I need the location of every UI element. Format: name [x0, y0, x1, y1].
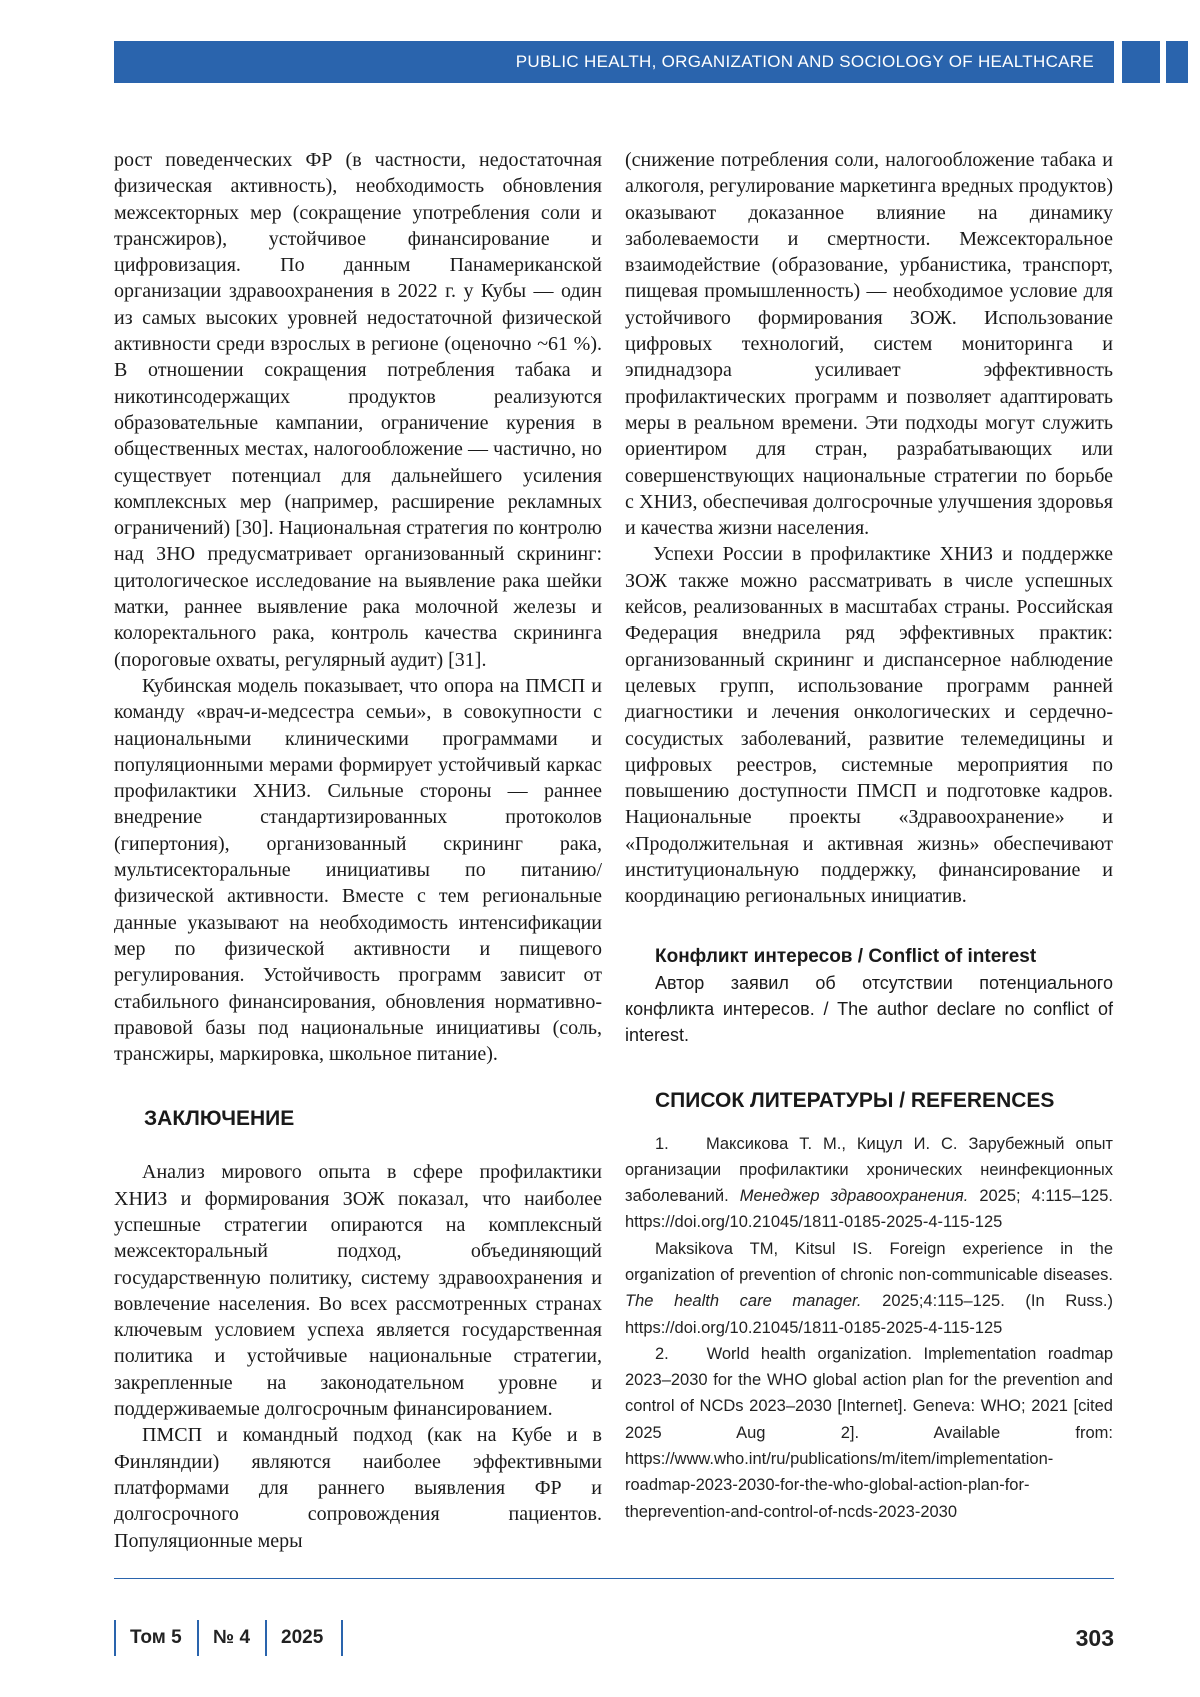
- footer-divider: [114, 1578, 1114, 1579]
- header-decor-block: [1166, 41, 1188, 83]
- footer-year: 2025: [265, 1620, 343, 1656]
- reference-text: World health organization. Implementation roadmap 2023–2030 for the WHO global action plan for the prevention and control of NCDs 2023–2030 [Internet]. Geneva: WHO; 2021 [cited 2025 Aug 2]. Available from: https://www.who.int/ru/publications/m/item/implementation-roadmap-2023-2030-for-the-who-global-action-plan-for-theprevention-and-control-of-ncds-2023-2030: [625, 1344, 1113, 1521]
- conflict-of-interest-text: Автор заявил об отсутствии потенциального конфликта интересов. / The author declare no conflict of interest.: [625, 972, 1113, 1046]
- reference-text: Maksikova TM, Kitsul IS. Foreign experience in the organization of prevention of chronic non-communicable diseases.: [625, 1239, 1113, 1284]
- footer-volume: Том 5: [114, 1620, 210, 1656]
- left-column: [114, 147, 602, 1554]
- reference-text: 2025; 4:115–125. https://doi.org/10.21045/1811-0185-2025-4-115-125: [625, 1187, 1113, 1232]
- reference-text: Максикова Т. М., Кицул И. С. Зарубежный опыт организации профилактики хронических неинфекционных заболеваний.: [625, 1134, 1113, 1206]
- reference-number: 1.: [655, 1134, 669, 1153]
- conclusion-heading: ЗАКЛЮЧЕНИЕ: [144, 1107, 295, 1131]
- reference-item: [625, 1341, 1113, 1525]
- reference-number: 2.: [655, 1344, 669, 1363]
- paragraph: ПМСП и командный подход (как на Кубе и в Финляндии) являются наиболее эффективными платформами для раннего выявления ФР и долгосрочного сопровождения пациентов. Популяционные меры: [114, 1424, 602, 1552]
- reference-text: 2025;4:115–125. (In Russ.) https://doi.org/10.21045/1811-0185-2025-4-115-125: [625, 1292, 1113, 1337]
- page-number: 303: [1075, 1625, 1114, 1651]
- footer-issue: № 4: [197, 1620, 268, 1656]
- reference-item: [625, 1131, 1113, 1236]
- paragraph: рост поведенческих ФР (в частности, недостаточная физическая активность), необходимость обновления межсекторных мер (сокращение употребления соли и трансжиров), устойчивое финансирование и цифровизация. По данным Панамериканской организации здравоохранения в 2022 г. у Кубы — один из самых высоких уровней недостаточной физической активности среди взрослых в регионе (оценочно ~61 %). В отношении сокращения потребления табака и никотинсодержащих продуктов реализуются образовательные кампании, ограничение курения в общественных местах, налогообложение — частично, но существует потенциал для дальнейшего усиления комплексных мер (например, расширение рекламных ограничений) [30]. Национальная стратегия по контролю над ЗНО предусматривает организованный скрининг: цитологическое исследование на выявление рака шейки матки, раннее выявление рака молочной железы и колоректального рака, контроль качества скрининга (пороговые охваты, регулярный аудит) [31].: [114, 149, 602, 671]
- paragraph: Кубинская модель показывает, что опора на ПМСП и команду «врач-и-медсестра семьи», в совокупности с национальными клиническими программами и популяционными мерами формирует устойчивый каркас профилактики ХНИЗ. Сильные стороны — раннее внедрение стандартизированных протоколов (гипертония), организованный скрининг рака, мультисекторальные инициативы по питанию/физической активности. Вместе с тем региональные данные указывают на необходимость интенсификации мер по физической активности и пищевого регулирования. Устойчивость программ зависит от стабильного финансирования, обновления нормативно-правовой базы под национальные инициативы (соль, трансжиры, маркировка, школьное питание).: [114, 674, 602, 1066]
- journal-header-bar: [114, 41, 1114, 83]
- right-column: [625, 147, 1113, 1525]
- paragraph: Анализ мирового опыта в сфере профилактики ХНИЗ и формирования ЗОЖ показал, что наиболее успешные стратегии опираются на комплексный межсекторальный подход, объединяющий государственную политику, систему здравоохранения и вовлечение населения. Во всех рассмотренных странах ключевым условием успеха является государственная политика и устойчивые национальные стратегии, закрепленные на законодательном уровне и поддерживаемые долгосрочным финансированием.: [114, 1161, 602, 1421]
- conflict-of-interest-heading: Конфликт интересов / Conflict of interest: [655, 945, 1037, 967]
- reference-item-translation: [625, 1236, 1113, 1341]
- paragraph: Успехи России в профилактике ХНИЗ и поддержке ЗОЖ также можно рассматривать в числе успешных кейсов, реализованных в масштабах страны. Российская Федерация внедрила ряд эффективных практик: организованный скрининг и диспансерное наблюдение целевых групп, использование программ ранней диагностики и лечения онкологических и сердечно-сосудистых заболеваний, развитие телемедицины и цифровых реестров, системные мероприятия по повышению доступности ПМСП и подготовке кадров. Национальные проекты «Здравоохранение» и «Продолжительная и активная жизнь» обеспечивают институциональную поддержку, финансирование и координацию региональных инициатив.: [625, 543, 1113, 908]
- paragraph: (снижение потребления соли, налогообложение табака и алкоголя, регулирование маркетинга вредных продуктов) оказывают доказанное влияние на динамику заболеваемости и смертности. Межсекторальное взаимодействие (образование, урбанистика, транспорт, пищевая промышленность) — необходимое условие для устойчивого формирования ЗОЖ. Использование цифровых технологий, систем мониторинга и эпиднадзора усиливает эффективность профилактических программ и позволяет адаптировать меры в реальном времени. Эти подходы могут служить ориентиром для стран, разрабатывающих или совершенствующих национальные стратегии по борьбе с ХНИЗ, обеспечивая долгосрочные улучшения здоровья и качества жизни населения.: [625, 149, 1114, 540]
- journal-section-title: PUBLIC HEALTH, ORGANIZATION AND SOCIOLOGY OF HEALTHCARE: [515, 52, 1094, 71]
- references-heading: СПИСОК ЛИТЕРАТУРЫ / REFERENCES: [655, 1088, 1055, 1112]
- header-decor-block: [1122, 41, 1160, 83]
- reference-journal: The health care manager.: [625, 1292, 862, 1311]
- reference-journal: Менеджер здравоохранения.: [739, 1187, 969, 1206]
